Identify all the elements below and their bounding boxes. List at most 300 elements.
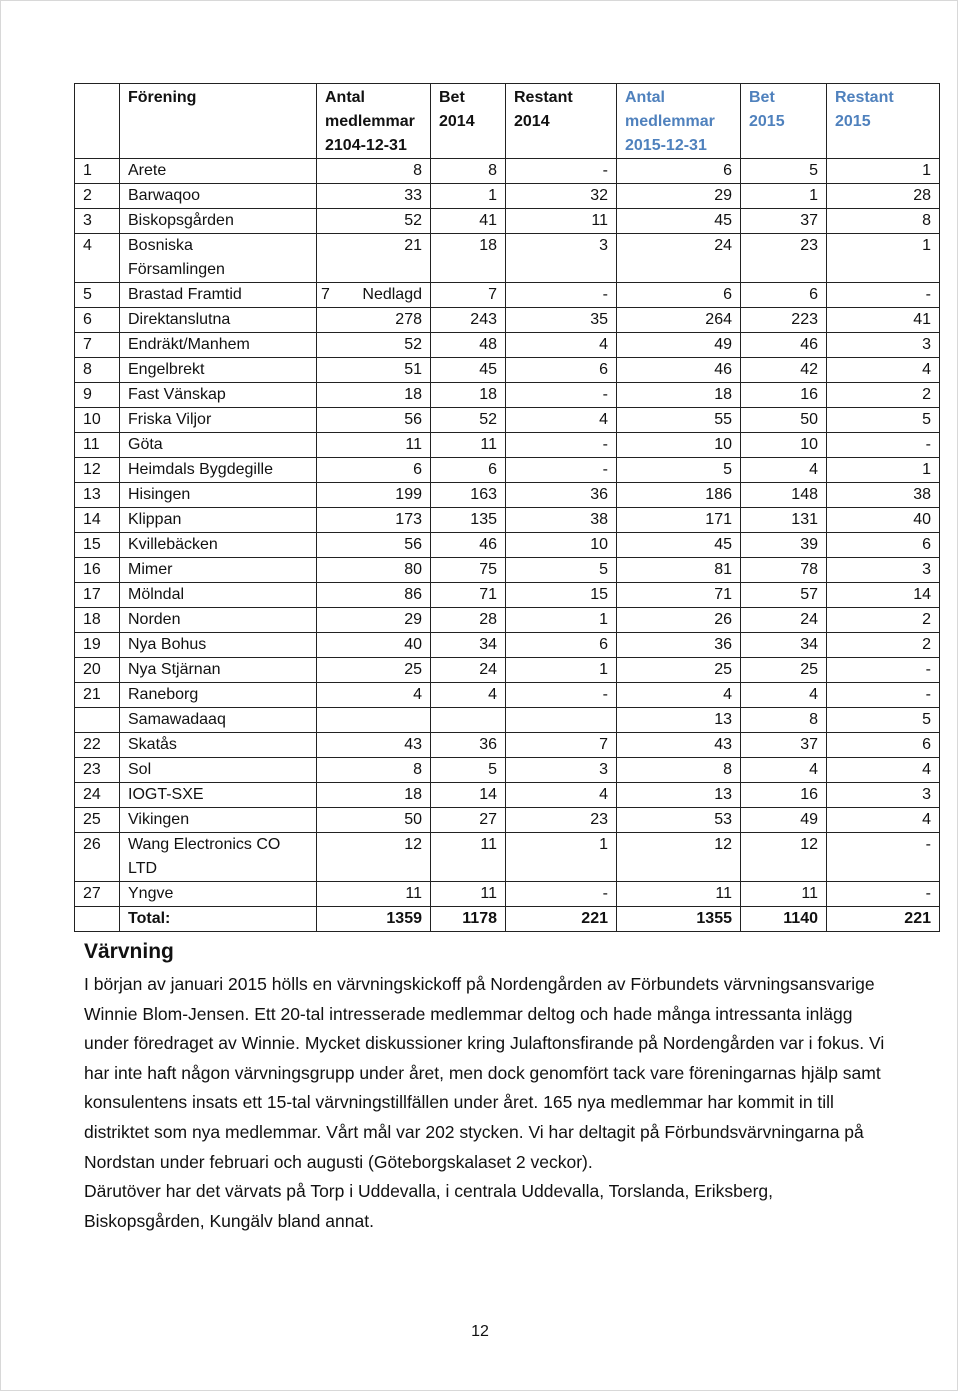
antal-2015-cell: 8 (617, 758, 741, 783)
association-name (120, 533, 317, 558)
antal-2015-cell: 53 (617, 808, 741, 833)
association-name-line: Församlingen (128, 261, 225, 278)
bet-2015-cell: 223 (741, 308, 827, 333)
antal-2015-cell: 186 (617, 483, 741, 508)
header-line: medlemmar (625, 113, 715, 130)
row-number: 19 (75, 633, 120, 658)
bet-2014-cell: 135 (431, 508, 506, 533)
header-line: 2014 (514, 113, 550, 130)
row-number: 8 (75, 358, 120, 383)
row-number: 6 (75, 308, 120, 333)
restant-2014-cell: - (506, 433, 617, 458)
restant-2014-cell: 4 (506, 783, 617, 808)
table-row (75, 433, 940, 458)
antal-2014-cell: 6 (317, 458, 431, 483)
bet-2015-cell: 25 (741, 658, 827, 683)
total-antal-2015: 1355 (617, 907, 741, 932)
antal-2014-cell: 4 (317, 683, 431, 708)
total-bet-2015: 1140 (741, 907, 827, 932)
header-line: 2014 (439, 113, 475, 130)
bet-2015-cell: 6 (741, 283, 827, 308)
bet-2014-cell: 75 (431, 558, 506, 583)
page-number: 12 (471, 1323, 489, 1340)
restant-2014-cell: 15 (506, 583, 617, 608)
table-header-row (75, 84, 940, 159)
bet-2015-cell: 24 (741, 608, 827, 633)
restant-2014-cell: 6 (506, 633, 617, 658)
table-row (75, 184, 940, 209)
restant-2015-cell: - (827, 658, 940, 683)
paragraph: I början av januari 2015 hölls en värvningskickoff på Nordengården av Förbundets värvningsansvarige Winnie Blom-Jensen. Ett 20-tal intresserade medlemmar deltog och hade många intressanta inlägg under föredraget av Winnie. Mycket diskussioner kring Julaftonsfirande på Nordengården var i fokus. Vi har inte haft någon värvningsgrupp under året, men dock genomfört tack vare föreningarnas hjälp samt konsulentens insats ett 15-tal värvningstillfällen under året. 165 nya medlemmar har kommit in till distriktet som nya medlemmar. Vårt mål var 202 stycken. Vi har deltagit på Förbundsvärvningarna på Nordstan under februari och augusti (Göteborgskalaset 2 veckor). (84, 974, 885, 1172)
restant-2015-cell: 3 (827, 558, 940, 583)
table-row (75, 758, 940, 783)
restant-2015-cell: 4 (827, 808, 940, 833)
bet-2014-cell: 1 (431, 184, 506, 209)
bet-2015-cell: 5 (741, 159, 827, 184)
bet-2015-cell: 57 (741, 583, 827, 608)
bet-2015-cell: 16 (741, 383, 827, 408)
antal-2015-cell: 24 (617, 234, 741, 283)
restant-2015-cell: 2 (827, 383, 940, 408)
header-line: Restant (835, 89, 894, 106)
bet-2014-cell (431, 708, 506, 733)
paragraph: Därutöver har det värvats på Torp i Uddevalla, i centrala Uddevalla, Torslanda, Eriksberg, Biskopsgården, Kungälv bland annat. (84, 1181, 774, 1231)
total-restant-2015: 221 (827, 907, 940, 932)
association-name-line: Barwaqoo (128, 187, 201, 204)
table-row (75, 808, 940, 833)
bet-2014-cell: 71 (431, 583, 506, 608)
bet-2015-cell: 78 (741, 558, 827, 583)
bet-2015-cell: 34 (741, 633, 827, 658)
row-number: 15 (75, 533, 120, 558)
association-name-line: Nya Stjärnan (128, 661, 221, 678)
restant-2014-cell: - (506, 882, 617, 907)
row-number: 18 (75, 608, 120, 633)
antal-2014-cell: 18 (317, 783, 431, 808)
table-row (75, 733, 940, 758)
row-number: 26 (75, 833, 120, 882)
antal-2014-cell: 11 (317, 433, 431, 458)
bet-2014-cell: 52 (431, 408, 506, 433)
table-row (75, 633, 940, 658)
row-number: 1 (75, 159, 120, 184)
antal-2015-cell: 13 (617, 708, 741, 733)
association-name (120, 758, 317, 783)
bet-2015-cell: 37 (741, 209, 827, 234)
antal-2015-cell: 29 (617, 184, 741, 209)
antal-2015-cell: 45 (617, 533, 741, 558)
total-index-cell (75, 907, 120, 932)
header-restant-2015 (827, 84, 940, 159)
membership-table (74, 83, 940, 932)
antal-2014-cell: 80 (317, 558, 431, 583)
bet-2015-cell: 23 (741, 234, 827, 283)
restant-2014-cell: 4 (506, 408, 617, 433)
association-name-line: Sol (128, 761, 152, 778)
association-name (120, 558, 317, 583)
bet-2014-cell: 14 (431, 783, 506, 808)
antal-2015-cell: 5 (617, 458, 741, 483)
restant-2014-cell: 4 (506, 333, 617, 358)
restant-2014-cell: 36 (506, 483, 617, 508)
bet-2014-cell: 28 (431, 608, 506, 633)
bet-2015-cell: 49 (741, 808, 827, 833)
restant-2015-cell: 2 (827, 608, 940, 633)
antal-2015-cell: 18 (617, 383, 741, 408)
bet-2014-cell: 36 (431, 733, 506, 758)
table-row (75, 683, 940, 708)
bet-2014-cell: 11 (431, 882, 506, 907)
row-number: 23 (75, 758, 120, 783)
table-row (75, 533, 940, 558)
header-line: 2015 (835, 113, 871, 130)
antal-2014-cell: 33 (317, 184, 431, 209)
association-name-line: Friska Viljor (128, 411, 212, 428)
table-row (75, 383, 940, 408)
bet-2014-cell: 8 (431, 159, 506, 184)
restant-2014-cell: 11 (506, 209, 617, 234)
bet-2015-cell: 12 (741, 833, 827, 882)
bet-2015-cell: 10 (741, 433, 827, 458)
restant-2014-cell: 10 (506, 533, 617, 558)
antal-2014-cell: 173 (317, 508, 431, 533)
antal-2015-cell: 46 (617, 358, 741, 383)
row-number: 4 (75, 234, 120, 283)
antal-2015-cell: 6 (617, 283, 741, 308)
association-name (120, 433, 317, 458)
bet-2014-cell: 11 (431, 833, 506, 882)
restant-2015-cell: - (827, 882, 940, 907)
association-name (120, 783, 317, 808)
restant-2014-cell: 32 (506, 184, 617, 209)
association-name-line: Yngve (128, 885, 174, 902)
table-row (75, 283, 940, 308)
table-row (75, 508, 940, 533)
row-number: 7 (75, 333, 120, 358)
table-row (75, 159, 940, 184)
association-name (120, 658, 317, 683)
antal-2015-cell: 171 (617, 508, 741, 533)
association-name (120, 882, 317, 907)
antal-2014-cell: 11 (317, 882, 431, 907)
restant-2014-cell: 1 (506, 658, 617, 683)
antal-2014-cell: 86 (317, 583, 431, 608)
association-name (120, 833, 317, 882)
association-name-line: IOGT-SXE (128, 786, 204, 803)
association-name (120, 733, 317, 758)
antal-2014-cell: 8 (317, 758, 431, 783)
row-number: 5 (75, 283, 120, 308)
association-name-line: Endräkt/Manhem (128, 336, 250, 353)
antal-2014-value: 7 (321, 286, 330, 303)
header-bet-2015 (741, 84, 827, 159)
bet-2015-cell: 4 (741, 683, 827, 708)
antal-2015-cell: 45 (617, 209, 741, 234)
bet-2015-cell: 4 (741, 458, 827, 483)
bet-2014-cell: 34 (431, 633, 506, 658)
antal-2015-cell: 71 (617, 583, 741, 608)
restant-2014-cell: - (506, 458, 617, 483)
association-name (120, 333, 317, 358)
restant-2014-cell: 3 (506, 758, 617, 783)
header-line: medlemmar (325, 113, 415, 130)
restant-2014-cell: 5 (506, 558, 617, 583)
header-line: Restant (514, 89, 573, 106)
row-number: 21 (75, 683, 120, 708)
association-name (120, 234, 317, 283)
table-body (75, 159, 940, 907)
section-body (84, 970, 894, 1236)
section-title: Värvning (84, 940, 174, 963)
bet-2015-cell: 8 (741, 708, 827, 733)
bet-2014-cell: 27 (431, 808, 506, 833)
header-bet-2014 (431, 84, 506, 159)
header-restant-2014 (506, 84, 617, 159)
bet-2015-cell: 37 (741, 733, 827, 758)
restant-2015-cell: 6 (827, 533, 940, 558)
bet-2014-cell: 46 (431, 533, 506, 558)
association-name-line: Klippan (128, 511, 182, 528)
table-row (75, 483, 940, 508)
bet-2015-cell: 1 (741, 184, 827, 209)
header-index (75, 84, 120, 159)
row-number (75, 708, 120, 733)
antal-2014-cell: 21 (317, 234, 431, 283)
bet-2015-cell: 148 (741, 483, 827, 508)
restant-2015-cell: - (827, 433, 940, 458)
association-name (120, 583, 317, 608)
table-row (75, 209, 940, 234)
association-name-line: Direktanslutna (128, 311, 231, 328)
antal-2015-cell: 26 (617, 608, 741, 633)
association-name (120, 209, 317, 234)
antal-2014-cell: 56 (317, 533, 431, 558)
antal-2014-note: Nedlagd (362, 286, 422, 303)
antal-2014-cell: 56 (317, 408, 431, 433)
restant-2015-cell: 1 (827, 234, 940, 283)
row-number: 11 (75, 433, 120, 458)
antal-2014-cell: 18 (317, 383, 431, 408)
antal-2015-cell: 11 (617, 882, 741, 907)
header-line: 2015-12-31 (625, 137, 707, 154)
row-number: 14 (75, 508, 120, 533)
restant-2015-cell: - (827, 283, 940, 308)
row-number: 17 (75, 583, 120, 608)
antal-2014-cell: 29 (317, 608, 431, 633)
table-row (75, 358, 940, 383)
association-name (120, 408, 317, 433)
restant-2014-cell: - (506, 383, 617, 408)
antal-2015-cell: 4 (617, 683, 741, 708)
antal-2014-cell: 12 (317, 833, 431, 882)
association-name (120, 608, 317, 633)
antal-2014-cell: 50 (317, 808, 431, 833)
restant-2014-cell: 38 (506, 508, 617, 533)
bet-2014-cell: 163 (431, 483, 506, 508)
bet-2014-cell: 41 (431, 209, 506, 234)
table-row (75, 658, 940, 683)
header-line: Antal (325, 89, 365, 106)
association-name-line: Kvillebäcken (128, 536, 218, 553)
association-name-line: Hisingen (128, 486, 191, 503)
restant-2015-cell: 8 (827, 209, 940, 234)
row-number: 16 (75, 558, 120, 583)
restant-2015-cell: 6 (827, 733, 940, 758)
bet-2015-cell: 39 (741, 533, 827, 558)
row-number: 22 (75, 733, 120, 758)
association-name-line: Brastad Framtid (128, 286, 242, 303)
restant-2014-cell: 7 (506, 733, 617, 758)
antal-2015-cell: 81 (617, 558, 741, 583)
table-row (75, 583, 940, 608)
association-name-line: Arete (128, 162, 167, 179)
table-row (75, 308, 940, 333)
association-name-line: LTD (128, 860, 158, 877)
table-row (75, 458, 940, 483)
restant-2015-cell: 28 (827, 184, 940, 209)
association-name-line: Fast Vänskap (128, 386, 226, 403)
table-row (75, 833, 940, 882)
association-name-line: Heimdals Bygdegille (128, 461, 273, 478)
restant-2014-cell: 1 (506, 833, 617, 882)
bet-2015-cell: 42 (741, 358, 827, 383)
header-line: 2104-12-31 (325, 137, 407, 154)
bet-2015-cell: 50 (741, 408, 827, 433)
antal-2015-cell: 49 (617, 333, 741, 358)
association-name-line: Mölndal (128, 586, 185, 603)
bet-2015-cell: 46 (741, 333, 827, 358)
antal-2014-cell: 8 (317, 159, 431, 184)
antal-2014-cell: 51 (317, 358, 431, 383)
association-name (120, 508, 317, 533)
bet-2014-cell: 5 (431, 758, 506, 783)
row-number: 24 (75, 783, 120, 808)
association-name-line: Biskopsgården (128, 212, 234, 229)
association-name (120, 184, 317, 209)
row-number: 9 (75, 383, 120, 408)
header-line: Bet (439, 89, 465, 106)
restant-2015-cell: 4 (827, 758, 940, 783)
table-row (75, 558, 940, 583)
association-name-line: Raneborg (128, 686, 199, 703)
header-line: Bet (749, 89, 775, 106)
row-number: 27 (75, 882, 120, 907)
association-name-line: Vikingen (128, 811, 190, 828)
restant-2015-cell: 38 (827, 483, 940, 508)
association-name-line: Engelbrekt (128, 361, 205, 378)
restant-2014-cell: 1 (506, 608, 617, 633)
association-name-line: Samawadaaq (128, 711, 226, 728)
association-name (120, 683, 317, 708)
antal-2014-cell: 278 (317, 308, 431, 333)
association-name-line: Nya Bohus (128, 636, 207, 653)
bet-2014-cell: 45 (431, 358, 506, 383)
bet-2014-cell: 24 (431, 658, 506, 683)
table-row (75, 234, 940, 283)
total-row (75, 907, 940, 932)
association-name-line: Göta (128, 436, 163, 453)
antal-2015-cell: 43 (617, 733, 741, 758)
association-name (120, 308, 317, 333)
restant-2015-cell: 2 (827, 633, 940, 658)
restant-2014-cell: - (506, 683, 617, 708)
bet-2014-cell: 48 (431, 333, 506, 358)
antal-2014-cell: 199 (317, 483, 431, 508)
total-label: Total: (120, 907, 317, 932)
association-name (120, 283, 317, 308)
association-name (120, 159, 317, 184)
bet-2015-cell: 11 (741, 882, 827, 907)
restant-2015-cell: 5 (827, 708, 940, 733)
restant-2015-cell: 41 (827, 308, 940, 333)
bet-2015-cell: 4 (741, 758, 827, 783)
row-number: 2 (75, 184, 120, 209)
association-name-line: Wang Electronics CO (128, 836, 281, 853)
association-name (120, 633, 317, 658)
bet-2014-cell: 6 (431, 458, 506, 483)
restant-2015-cell: 4 (827, 358, 940, 383)
restant-2015-cell: 1 (827, 458, 940, 483)
header-antal-2015 (617, 84, 741, 159)
bet-2014-cell: 11 (431, 433, 506, 458)
restant-2015-cell: 3 (827, 783, 940, 808)
restant-2015-cell: - (827, 833, 940, 882)
header-line: 2015 (749, 113, 785, 130)
antal-2014-cell: 25 (317, 658, 431, 683)
bet-2015-cell: 131 (741, 508, 827, 533)
association-name (120, 358, 317, 383)
bet-2015-cell: 16 (741, 783, 827, 808)
row-number: 25 (75, 808, 120, 833)
antal-2015-cell: 36 (617, 633, 741, 658)
association-name (120, 383, 317, 408)
antal-2015-cell: 13 (617, 783, 741, 808)
antal-2014-cell: 52 (317, 209, 431, 234)
table-row (75, 408, 940, 433)
row-number: 10 (75, 408, 120, 433)
row-number: 12 (75, 458, 120, 483)
association-name-line: Skatås (128, 736, 177, 753)
association-name-line: Mimer (128, 561, 173, 578)
restant-2014-cell: - (506, 159, 617, 184)
restant-2015-cell: - (827, 683, 940, 708)
association-name (120, 483, 317, 508)
antal-2015-cell: 55 (617, 408, 741, 433)
association-name-line: Norden (128, 611, 181, 628)
antal-2014-cell: 43 (317, 733, 431, 758)
header-antal-2014 (317, 84, 431, 159)
total-restant-2014: 221 (506, 907, 617, 932)
antal-2015-cell: 264 (617, 308, 741, 333)
bet-2014-cell: 7 (431, 283, 506, 308)
antal-2015-cell: 25 (617, 658, 741, 683)
row-number: 13 (75, 483, 120, 508)
antal-2015-cell: 6 (617, 159, 741, 184)
antal-2014-cell: 40 (317, 633, 431, 658)
restant-2015-cell: 3 (827, 333, 940, 358)
restant-2014-cell: - (506, 283, 617, 308)
table-row (75, 608, 940, 633)
bet-2014-cell: 4 (431, 683, 506, 708)
antal-2014-cell (317, 708, 431, 733)
table-row (75, 882, 940, 907)
header-forening: Förening (120, 84, 317, 159)
antal-2015-cell: 10 (617, 433, 741, 458)
header-line: Antal (625, 89, 665, 106)
total-antal-2014: 1359 (317, 907, 431, 932)
association-name (120, 708, 317, 733)
table-row (75, 708, 940, 733)
